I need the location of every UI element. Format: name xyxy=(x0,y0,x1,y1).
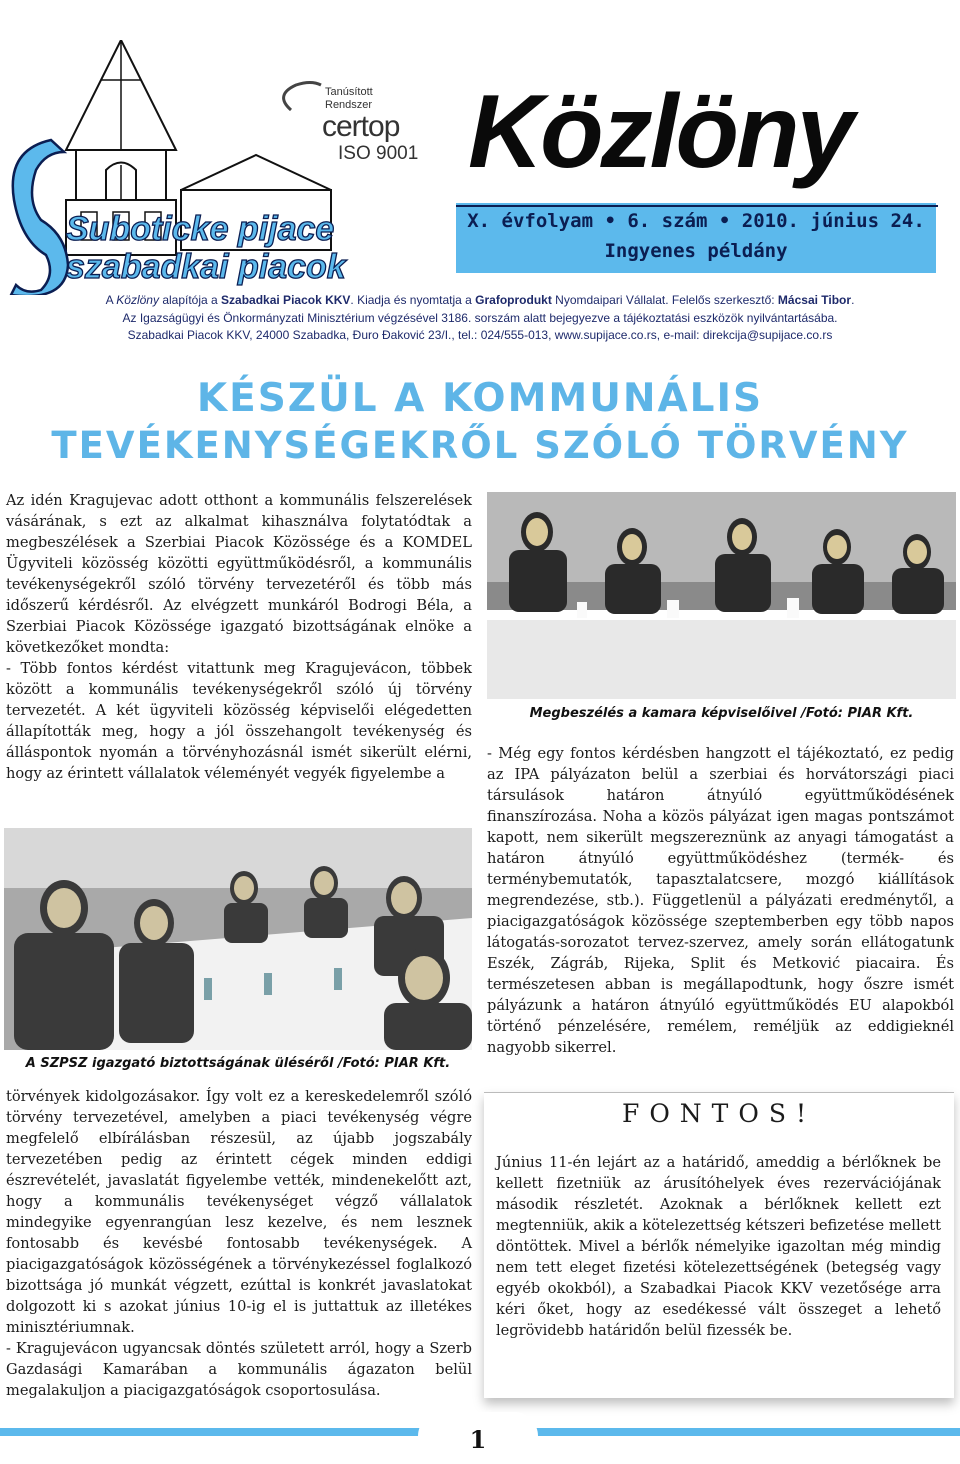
imprint-founder: Szabadkai Piacok KKV xyxy=(221,293,351,307)
subotica-markets-logo xyxy=(6,40,426,295)
certop-swoosh-icon xyxy=(284,83,321,111)
article-column-1 xyxy=(6,490,472,784)
edition-bar-rule xyxy=(456,205,938,207)
article-paragraph: - Kragujevácon ugyancsak döntés született arról, hogy a Szerb Gazdasági Kamarában a kommunális ágazaton belül megalakuljon a piacigazgatóságok csoportosulása. xyxy=(6,1340,472,1399)
imprint-editor: Mácsai Tibor xyxy=(777,293,852,307)
cert-line-1: Tanúsított xyxy=(325,86,373,98)
notice-text: Június 11-én lejárt az a határidő, ameddig a bérlőknek be kellett fizetniük az árusítóhelyek éves rezervációjának második részletét. Azoknak a bérlőknek kellett ezt megtenniük, akik a kötelezettség kétszeri befizetése mellett döntöttek. Mivel a bérlők némelyike igazoltan még mindig nem tett eleget fizetési kötelezettségének (betegség vagy egyéb okokból), a Szabadkai Piacok KKV vezetősége arra kéri őket, hogy az esedékessé vált összeget a lehető legrövidebb határidőn belül fizessék be. xyxy=(496,1154,941,1339)
article-paragraph: Az idén Kragujevac adott otthont a kommunális felszerelések vásárának, s ezt az alkalmat kihasználva folytatódtak a megbeszélések a Szerbiai Piacok Közössége és a KOMDEL Ügyviteli közösség közötti együttműködésről, a kommunális tevékenységekről szóló törvény tervezetéről és több más időszerű kérdésről. Az elvégzett munkáról Bodrogi Béla, a Szerbiai Piacok Közössége igazgató bizottságának elnöke a következőket mondta: xyxy=(6,492,472,656)
edition-info: X. évfolyam • 6. szám • 2010. június 24. xyxy=(467,210,925,232)
imprint-text: . Kiadja és nyomtatja a xyxy=(350,293,476,307)
notice-heading: FONTOS! xyxy=(621,1099,817,1128)
imprint-line-3: Szabadkai Piacok KKV, 24000 Szabadka, Đuro Đaković 23/I., tel.: 024/555-013, www.supijace.co.rs, e-mail: direkcija@supijace.co.rs xyxy=(127,328,833,342)
imprint-printer: Grafoprodukt xyxy=(475,293,552,307)
photo-caption-1: Megbeszélés a kamara képviselőivel /Fotó: PIAR Kft. xyxy=(529,706,914,721)
logo-text-1: Suboticke pijace xyxy=(66,210,335,248)
page-number: 1 xyxy=(469,1425,487,1454)
article-paragraph: törvények kidolgozásakor. Így volt ez a kereskedelemről szóló törvény tervezetével, amelyben a piaci tevékenység végre megfelelő elbírálásban részesül, az újabb jogszabály tervezetében pedig az érintett cégek minden eddigi észrevételét, javaslatát figyelembe vették, mindenekelőtt azt, hogy a kommunális tevékenységet végző vállalatok mindegyike egyenrangúan lesz kezelve, és nem lesznek fontosabb és kevésbé fontosabb tevékenységek. A piacigazgatóságok közösségének a törvénykezéssel foglalkozó bizottsága jó munkát végzett, ezúttal is konkrét javaslatokat dolgozott ki s azokat június 10-ig el is juttattuk az illetékes minisztériumnak. xyxy=(6,1088,472,1336)
imprint-text: . xyxy=(851,293,855,307)
article-column-2 xyxy=(6,1086,472,1401)
cert-line-2: Rendszer xyxy=(325,99,373,111)
certop-name: certop xyxy=(322,110,400,143)
imprint-line-2: Az Igazságügyi és Önkormányzati Minisztérium végzésével 3186. sorszám alatt bejegyezve a tájékoztatási eszközök nyilvántartásába. xyxy=(122,311,838,325)
meeting-photo xyxy=(487,492,956,699)
headline-line-2: TEVÉKENYSÉGEKRŐL SZÓLÓ TÖRVÉNY xyxy=(51,424,909,467)
photo-caption-2: A SZPSZ igazgató biztottságának üléséről /Fotó: PIAR Kft. xyxy=(25,1056,451,1071)
free-copy-label: Ingyenes példány xyxy=(604,240,788,262)
iso-label: ISO 9001 xyxy=(338,143,419,164)
imprint-text: alapítója a xyxy=(158,293,222,307)
imprint-text: Nyomdaipari Vállalat. Felelős szerkesztő: xyxy=(551,293,778,307)
imprint-line-1 xyxy=(0,293,960,307)
committee-photo xyxy=(4,828,472,1050)
imprint-text: Közlöny xyxy=(116,293,159,307)
s-letter-shape xyxy=(11,140,68,295)
imprint-text: A xyxy=(105,293,117,307)
headline-line-1: KÉSZÜL A KOMMUNÁLIS xyxy=(196,376,764,421)
logo-text-2: szabadkai piacok xyxy=(66,248,346,286)
newspaper-title: Közlöny xyxy=(468,74,852,190)
article-paragraph: - Még egy fontos kérdésben hangzott el tájékoztató, ez pedig az IPA pályázaton belül a szerbiai és horvátországi piaci társulások határon átnyúló együttműködésének finanszírozása. Noha a közös pályázat igen magas pontszámot kapott, nem sikerült megszereznünk az anyagi támogatást a határon átnyúló együttműködéshez (termék- és terménybemutatók, tapasztalatcsere, mozgó kiállítások megrendezése, stb.). Függetlenül a pályázati eredménytől, a piacigazgatóságok közössége szeptemberben egy több napos látogatás-sorozatot tervez-szervez, amely során ellátogatunk Eszék, Zágráb, Rijeka, Split és Metković piacaira. És természetesen abban is megállapodtunk, hogy őszre ismét pályázunk a határon átnyúló együttműködés EU alapokból történő pénzelésére, remélem, reméljük az eddigieknél nagyobb sikerrel. xyxy=(487,745,954,1056)
article-paragraph: - Több fontos kérdést vitattunk meg Kragujevácon, többek között a kommunális tevékenységekről szóló új törvény tervezetét. A két ügyviteli közösség képviselői elégedetten állapították meg, hogy a jól összehangolt tevékenység és álláspontok nyomán a törvényhozásnál ismét sikerült elérni, hogy az érintett vállalatok véleményét vegyék figyelembe a xyxy=(6,660,472,782)
article-column-3 xyxy=(487,743,954,1058)
